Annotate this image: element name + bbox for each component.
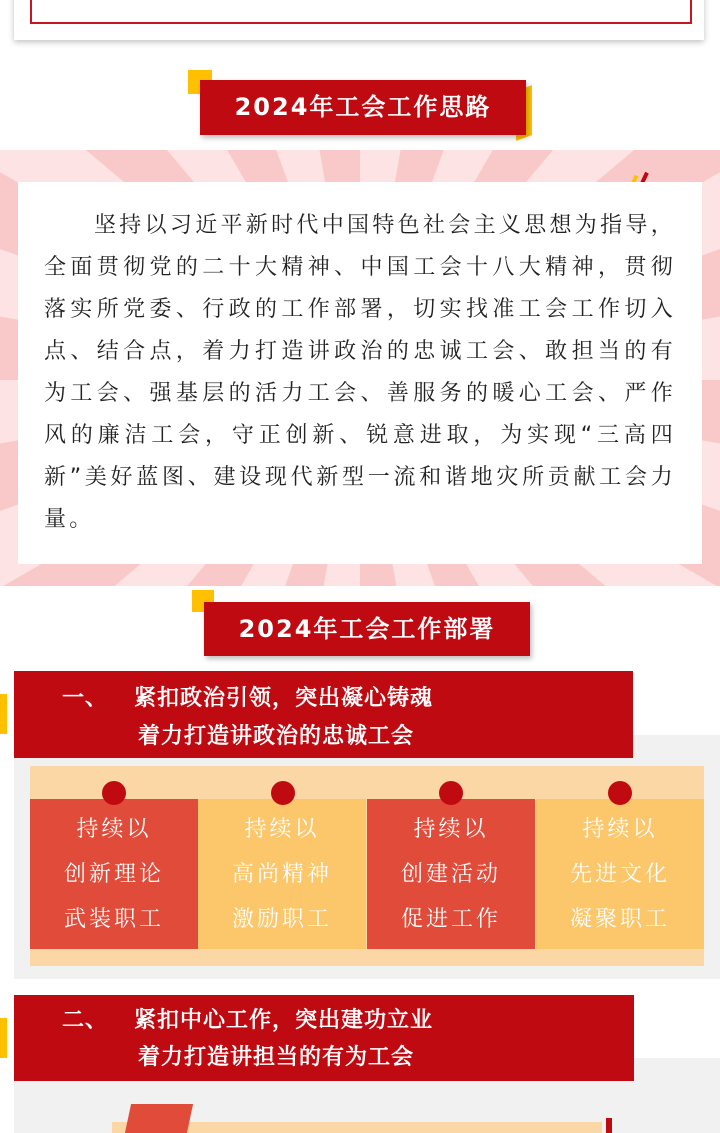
measure-box-4-line2: 先进文化 [569, 862, 670, 887]
decor-red-tick [606, 1118, 612, 1133]
measure-box-3-line1: 持续以 [413, 817, 489, 842]
measure-box-3-line3: 促进工作 [400, 907, 501, 932]
section-title-thinking: 2024年工会工作思路 [200, 80, 526, 135]
thinking-paragraph: 坚持以习近平新时代中国特色社会主义思想为指导，全面贯彻党的二十大精神、中国工会十八大精神，贯彻落实所党委、行政的工作部署，切实找准工会工作切入点、结合点，着力打造讲政治的忠诚工会、敢担当的有为工会、强基层的活力工会、善服务的暖心工会、严作风的廉洁工会，守正创新、锐意进取，为实现“三高四新”美好蓝图、建设现代新型一流和谐地灾所贡献工会力量。 [44, 213, 676, 532]
measure-box-1-line1: 持续以 [76, 817, 152, 842]
measure-box-2-line3: 激励职工 [231, 907, 332, 932]
decor-yellow-edge [0, 694, 7, 734]
measure-box-2-line1: 持续以 [244, 817, 320, 842]
decor-yellow-edge [0, 1018, 7, 1058]
measure-dot-2 [271, 781, 295, 805]
item1-header [14, 671, 633, 758]
measure-dot-3 [439, 781, 463, 805]
measure-dot-1 [102, 781, 126, 805]
item2-title-line2: 着力打造讲担当的有为工会 [138, 1045, 415, 1070]
measure-dot-4 [608, 781, 632, 805]
measure-box-1-line3: 武装职工 [63, 907, 164, 932]
item1-title-line2: 着力打造讲政治的忠诚工会 [138, 724, 415, 749]
item1-title-line1: 一、 紧扣政治引领，突出凝心铸魂 [62, 686, 433, 711]
item2-header [14, 995, 634, 1081]
measure-box-4 [536, 799, 704, 949]
previous-section-card-border [30, 0, 692, 24]
item2-title-line1: 二、 紧扣中心工作，突出建功立业 [62, 1008, 433, 1033]
measure-box-1-line2: 创新理论 [63, 862, 164, 887]
measure-box-4-line1: 持续以 [582, 817, 658, 842]
measure-box-1 [30, 799, 198, 949]
measure-box-2 [198, 799, 366, 949]
section-title-deployment: 2024年工会工作部署 [204, 602, 530, 656]
measure-box-3-line2: 创建活动 [400, 862, 501, 887]
item2-tab-decor [125, 1104, 193, 1133]
measure-box-3 [367, 799, 535, 949]
measure-box-4-line3: 凝聚职工 [569, 907, 670, 932]
measure-box-2-line2: 高尚精神 [231, 862, 332, 887]
